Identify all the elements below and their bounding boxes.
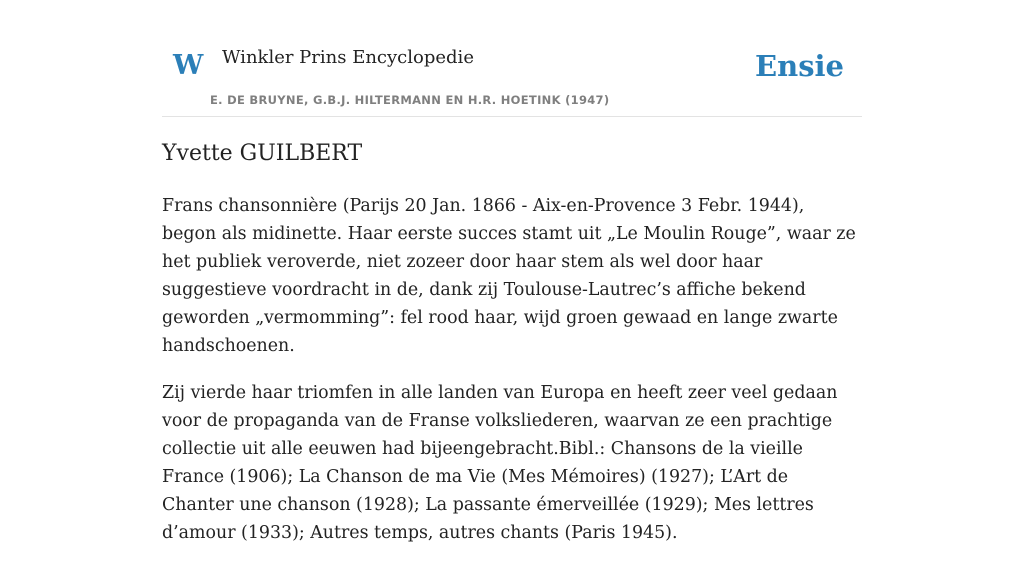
article-body <box>162 192 864 566</box>
article-paragraph: Frans chansonnière (Parijs 20 Jan. 1866 - Aix-en-Provence 3 Febr. 1944), begon als midinette. Haar eerste succes stamt uit „Le Moulin Rouge”, waar ze het publiek veroverde, niet zozeer door haar stem als wel door haar suggestieve voordracht in de, dank zij Toulouse-Lautrec’s affiche bekend geworden „vermomming”: fel rood haar, wijd groen gewaad en lange zwarte handschoenen. <box>162 196 856 356</box>
edition-authors: E. DE BRUYNE, G.B.J. HILTERMANN EN H.R. HOETINK (1947) <box>210 93 610 107</box>
winkler-prins-logo[interactable]: W <box>173 50 204 81</box>
ensie-logo[interactable]: Ensie <box>755 49 844 83</box>
site-header <box>162 40 862 117</box>
article-title: Yvette GUILBERT <box>162 141 363 166</box>
site-title[interactable]: Winkler Prins Encyclopedie <box>222 47 474 68</box>
article-paragraph: Zij vierde haar triomfen in alle landen van Europa en heeft zeer veel gedaan voor de propaganda van de Franse volksliederen, waarvan ze een prachtige collectie uit alle eeuwen had bijeengebracht.Bibl.: Chansons de la vieille France (1906); La Chanson de ma Vie (Mes Mémoires) (1927); L’Art de Chanter une chanson (1928); La passante émerveillée (1929); Mes lettres d’amour (1933); Autres temps, autres chants (Paris 1945). <box>162 383 838 543</box>
